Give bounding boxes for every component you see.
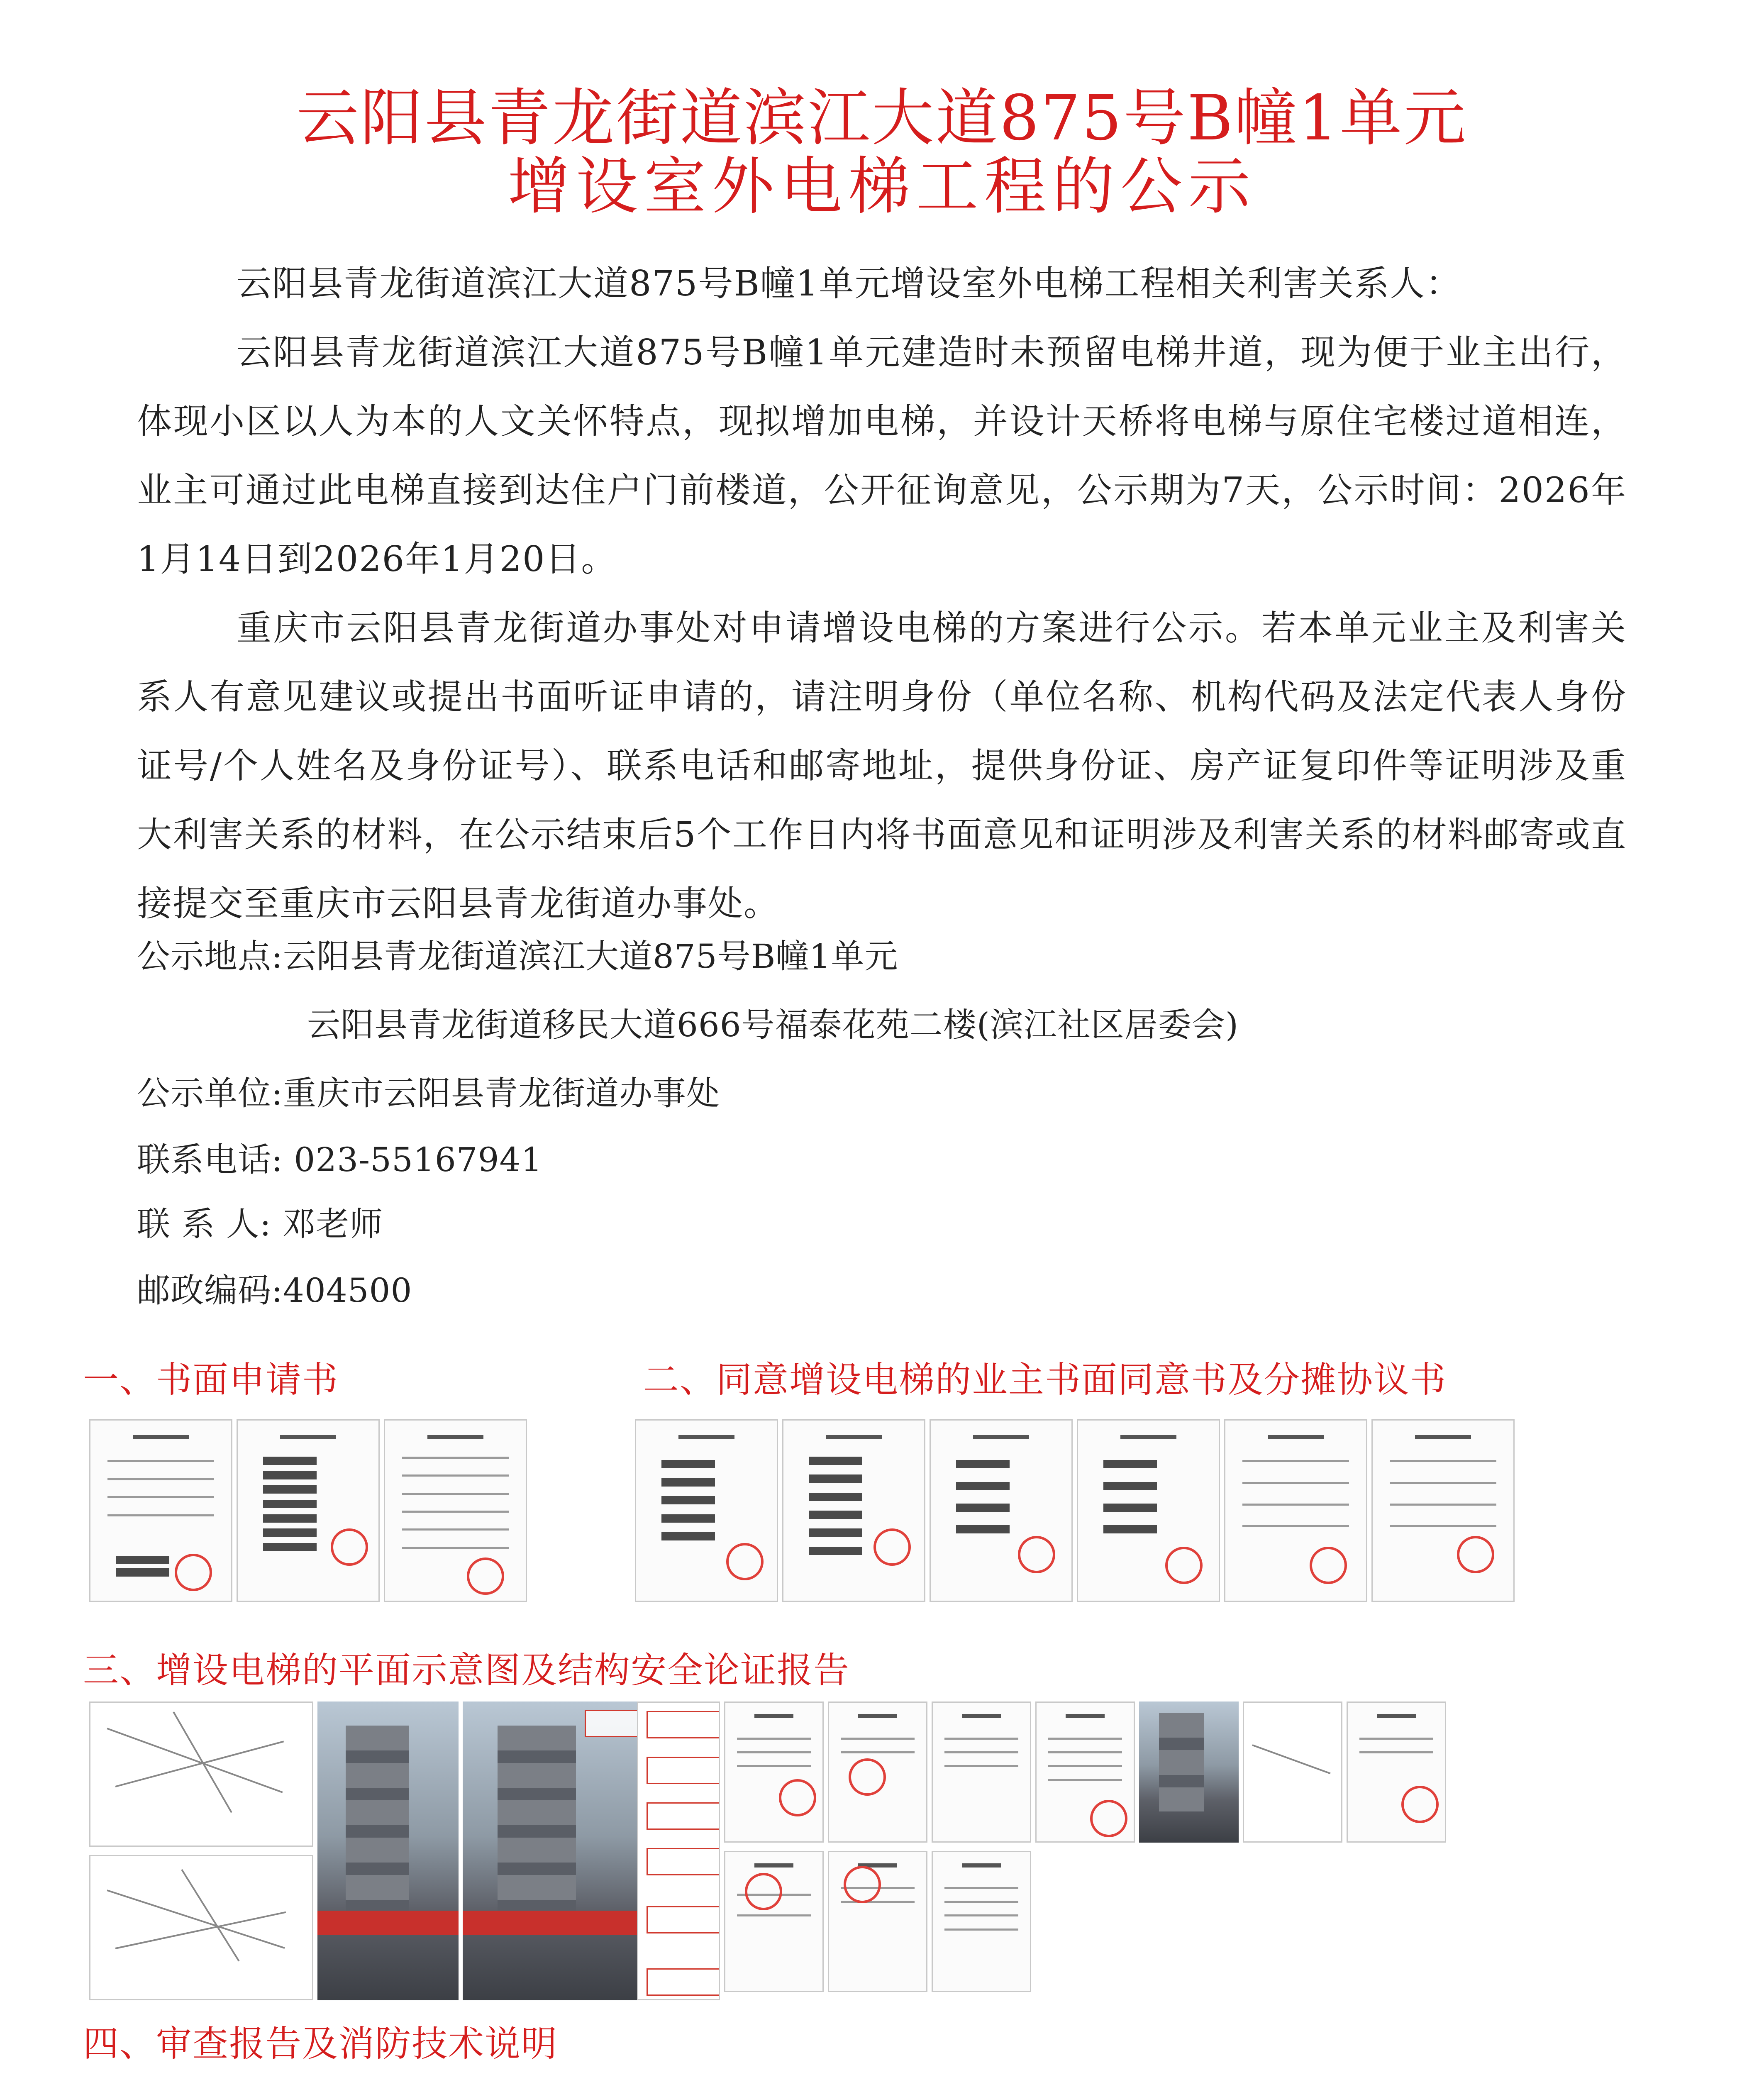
- building-photo: [317, 1702, 459, 2000]
- unit-value: 重庆市云阳县青龙街道办事处: [283, 1074, 720, 1113]
- structural-report-page-image: [1035, 1702, 1135, 1843]
- section-2-images: [635, 1419, 1515, 1602]
- structural-report-photo: [1139, 1702, 1239, 1843]
- postcode-label: 邮政编码:: [137, 1271, 283, 1310]
- paragraph-1: 云阳县青龙街道滨江大道875号B幢1单元建造时未预留电梯井道，现为便于业主出行，体现小区以人为本的人文关怀特点，现拟增加电梯，并设计天桥将电梯与原住宅楼过道相连，业主可通过此电梯直接到达住户门前楼道，公开征询意见，公示期为7天，公示时间：2026年1月14日到2026年1月20日。: [137, 332, 1627, 579]
- salutation: 云阳县青龙街道滨江大道875号B幢1单元增设室外电梯工程相关利害关系人：: [237, 263, 1461, 304]
- location-2: 云阳县青龙街道移民大道666号福泰花苑二楼(滨江社区居委会): [307, 1006, 1239, 1044]
- postcode-value: 404500: [283, 1271, 412, 1310]
- structural-report-page-image: [828, 1851, 927, 1992]
- phone-label: 联系电话:: [137, 1140, 283, 1179]
- contact-value: 邓老师: [282, 1205, 383, 1243]
- contact-label: 联 系 人:: [137, 1205, 271, 1243]
- application-page-image: [89, 1419, 232, 1602]
- location-label: 公示地点:: [137, 937, 283, 976]
- section-1-images: [89, 1419, 527, 1602]
- structural-report-page-image: [724, 1702, 824, 1843]
- structural-report-page-image: [1347, 1702, 1446, 1843]
- notice-body: [137, 249, 1627, 938]
- structural-report-page-image: [724, 1851, 824, 1992]
- phone-value: 023-55167941: [294, 1140, 543, 1179]
- floor-plan-image: [89, 1702, 313, 1847]
- structural-report-page-image: [932, 1851, 1031, 1992]
- info-unit: [137, 1067, 720, 1114]
- notice-title-line1: 云阳县青龙街道滨江大道875号B幢1单元: [296, 82, 1468, 154]
- consent-page-image: [1224, 1419, 1367, 1602]
- location-1: 云阳县青龙街道滨江大道875号B幢1单元: [283, 937, 898, 976]
- structural-report-page-image: [932, 1702, 1031, 1843]
- section-1-heading: 一、书面申请书: [83, 1359, 339, 1401]
- structural-report-drawing: [1243, 1702, 1342, 1843]
- info-contact: [137, 1197, 383, 1245]
- consent-page-image: [1077, 1419, 1220, 1602]
- section-4-heading: 四、审查报告及消防技术说明: [83, 2023, 558, 2065]
- notice-title-line2: 增设室外电梯工程的公示: [507, 151, 1257, 223]
- material-label-panel: [637, 1702, 720, 2000]
- paragraph-2: 重庆市云阳县青龙街道办事处对申请增设电梯的方案进行公示。若本单元业主及利害关系人有意见建议或提出书面听证申请的，请注明身份（单位名称、机构代码及法定代表人身份证号/个人姓名及身份证号）、联系电话和邮寄地址，提供身份证、房产证复印件等证明涉及重大利害关系的材料，在公示结束后5个工作日内将书面意见和证明涉及利害关系的材料邮寄或直接提交至重庆市云阳县青龙街道办事处。: [137, 608, 1627, 924]
- info-phone: [137, 1133, 542, 1181]
- info-location: [137, 930, 898, 977]
- section-3-images: [89, 1702, 1446, 2000]
- section-3-heading: 三、增设电梯的平面示意图及结构安全论证报告: [83, 1650, 850, 1691]
- structural-report-page-image: [828, 1702, 927, 1843]
- application-page-image: [384, 1419, 527, 1602]
- consent-page-image: [635, 1419, 778, 1602]
- floor-plan-image: [89, 1855, 313, 2000]
- consent-page-image: [782, 1419, 925, 1602]
- building-photo-annotated: [463, 1702, 637, 2000]
- section-2-heading: 二、同意增设电梯的业主书面同意书及分摊协议书: [643, 1359, 1447, 1401]
- info-postcode: [137, 1264, 412, 1311]
- application-page-image: [237, 1419, 380, 1602]
- unit-label: 公示单位:: [137, 1074, 283, 1113]
- consent-page-image: [930, 1419, 1073, 1602]
- consent-page-image: [1371, 1419, 1515, 1602]
